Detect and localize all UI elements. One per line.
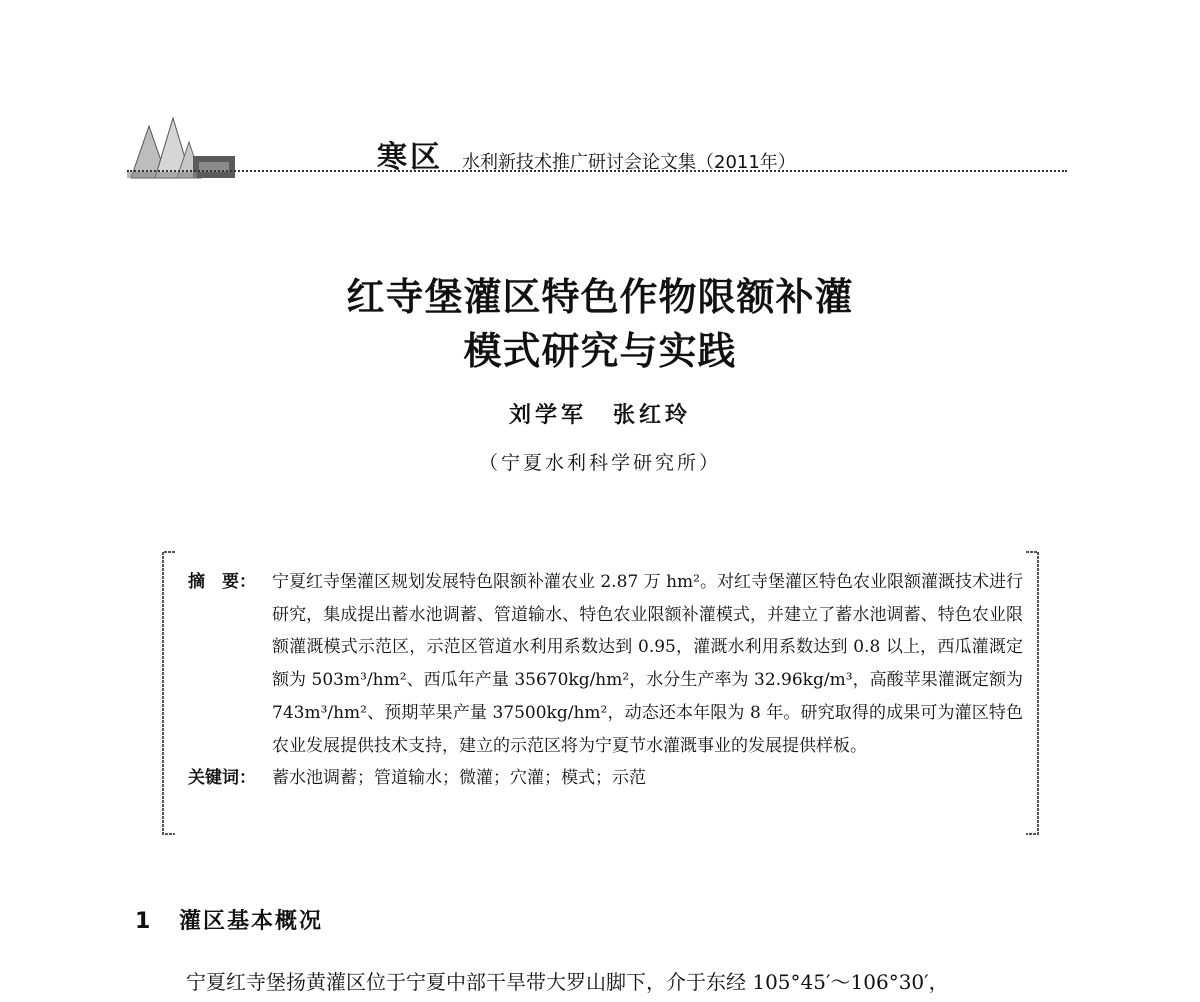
paper-title-line1: 红寺堡灌区特色作物限额补灌 [346, 274, 854, 319]
section-number: 1 [135, 909, 151, 934]
section-body-first-line: 宁夏红寺堡扬黄灌区位于宁夏中部干旱带大罗山脚下，介于东经 105°45′～106°30′， [186, 970, 949, 994]
abstract-row [188, 566, 1023, 762]
abstract-text: 宁夏红寺堡灌区规划发展特色限额补灌农业 2.87 万 hm²。对红寺堡灌区特色农业限额灌溉技术进行研究，集成提出蓄水池调蓄、管道输水、特色农业限额补灌模式，并建立了蓄水池调蓄、特色农业限额灌溉模式示范区，示范区管道水利用系数达到 0.95，灌溉水利用系数达到 0.8 以上，西瓜灌溉定额为 503m³/hm²、西瓜年产量 35670kg/hm²，水分生产率为 32.96kg/m³，高酸苹果灌溉定额为 743m³/hm²、预期苹果产量 37500kg/hm²，动态还本年限为 8 年。研究取得的成果可为灌区特色农业发展提供技术支持，建立的示范区将为宁夏节水灌溉事业的发展提供样板。 [272, 572, 1023, 756]
paper-affiliation: （宁夏水利科学研究所） [478, 452, 721, 474]
page-header [127, 112, 1067, 176]
keywords-row [188, 762, 1023, 795]
abstract-label: 摘 要： [188, 572, 256, 592]
header-brand: 寒区 [377, 140, 443, 175]
keywords-text: 蓄水池调蓄；管道输水；微灌；穴灌；模式；示范 [272, 768, 646, 789]
paper-authors: 刘学军 张红玲 [508, 402, 691, 428]
abstract-block [188, 566, 1023, 795]
abstract-bracket-right [1024, 548, 1044, 838]
paper-title-line2: 模式研究与实践 [463, 328, 737, 373]
abstract-bracket-left [157, 548, 177, 838]
section-heading [135, 906, 323, 938]
header-subtitle: 水利新技术推广研讨会论文集（2011年） [462, 152, 796, 173]
section-title: 灌区基本概况 [179, 909, 324, 934]
keywords-label: 关键词： [188, 768, 256, 789]
header-rule [127, 170, 1067, 172]
